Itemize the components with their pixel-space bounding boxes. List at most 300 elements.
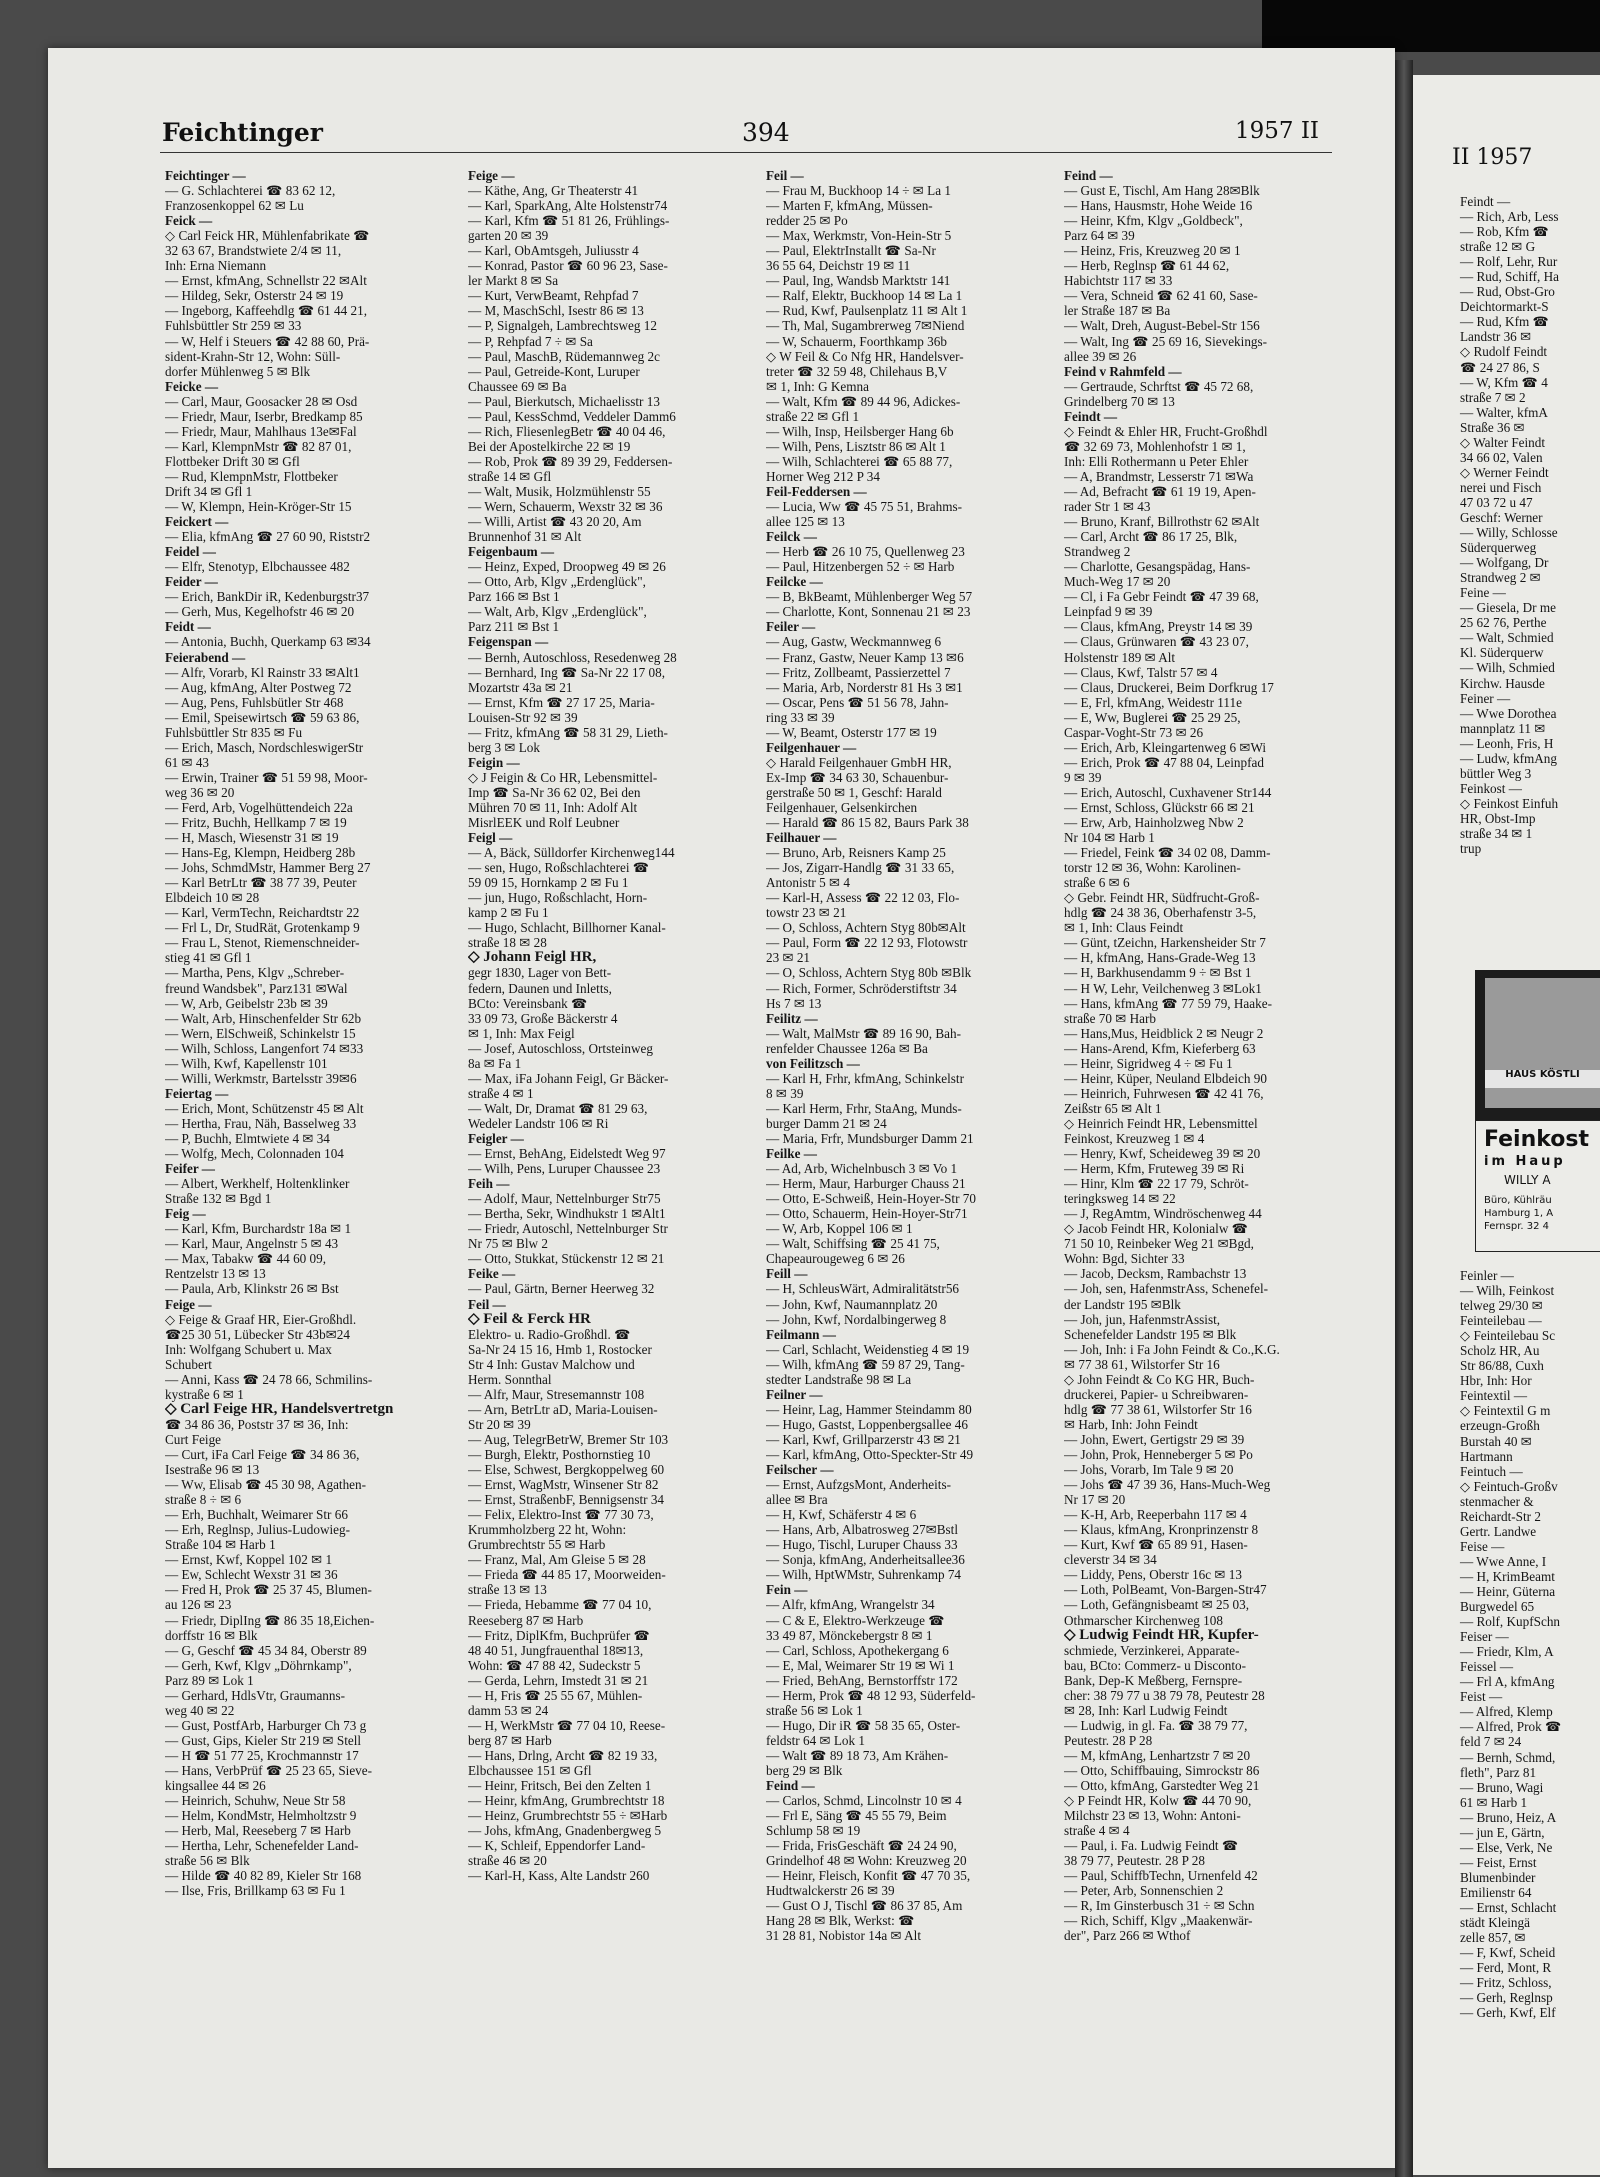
directory-entry-line: Parz 166 ✉ Bst 1 [468, 589, 560, 605]
running-head-year: 1957 II [1235, 118, 1320, 144]
directory-entry-line: 33 49 87, Mönckebergstr 8 ✉ 1 [766, 1627, 933, 1643]
directory-entry-line: — Hinr, Klm ☎ 22 17 79, Schröt- [1064, 1176, 1249, 1192]
directory-entry-line: — Claus, kfmAng, Preystr 14 ✉ 39 [1064, 619, 1253, 635]
directory-entry-line: — Carl, Schloss, Apothekergang 6 [766, 1642, 949, 1658]
directory-entry-line: — Wilh, Feinkost [1460, 1283, 1555, 1299]
directory-entry-line: straße 18 ✉ 28 [468, 935, 547, 951]
directory-entry-line: Feind — [766, 1778, 815, 1794]
directory-entry-line: — Ludw, kfmAng [1460, 750, 1557, 766]
directory-entry-line: 31 28 81, Nobistor 14a ✉ Alt [766, 1928, 922, 1944]
directory-entry-line: — Oscar, Pens ☎ 51 56 78, Jahn- [766, 694, 949, 710]
directory-entry-line: Feintuch — [1460, 1463, 1523, 1479]
directory-entry-line: straße 34 ✉ 1 [1460, 825, 1533, 841]
directory-entry-line: Fuhlsbüttler Str 259 ✉ 33 [165, 318, 302, 334]
directory-entry-line: ◇ W Feil & Co Nfg HR, Handelsver- [766, 348, 964, 364]
directory-entry-line: Hbr, Inh: Hor [1460, 1373, 1532, 1389]
directory-entry-line: Scholz HR, Au [1460, 1343, 1540, 1359]
directory-entry-line: Feigenbaum — [468, 544, 555, 560]
directory-entry-line: Bank, Dep-K Meßberg, Fernspre- [1064, 1672, 1243, 1688]
directory-entry-line: — Max, iFa Johann Feigl, Gr Bäcker- [468, 1070, 669, 1086]
directory-entry-line: Burgwedel 65 [1460, 1599, 1535, 1615]
directory-entry-line: — Jacob, Decksm, Rambachstr 13 [1064, 1266, 1247, 1282]
directory-entry-line: — Johs, kfmAng, Gnadenbergweg 5 [468, 1823, 662, 1839]
directory-entry-line: — Gertraude, Schrftst ☎ 45 72 68, [1064, 378, 1254, 394]
directory-entry-line: Feinteilebau — [1460, 1313, 1542, 1329]
directory-entry-line: Hs 7 ✉ 13 [766, 995, 822, 1011]
directory-entry-line: ☎ 32 69 73, Mohlenhofstr 1 ✉ 1, [1064, 438, 1246, 454]
directory-entry-line: — Paul, Form ☎ 22 12 93, Flotowstr [766, 935, 968, 951]
directory-entry-line: Straße 104 ✉ Harb 1 [165, 1537, 276, 1553]
directory-entry-line: Feil-Feddersen — [766, 483, 867, 499]
directory-entry-line: Habichtstr 117 ✉ 33 [1064, 273, 1173, 289]
directory-entry-line: — Alfr, kfmAng, Wrangelstr 34 [766, 1597, 935, 1613]
directory-entry-line: — Herb, Mal, Reeseberg 7 ✉ Harb [165, 1823, 351, 1839]
directory-entry-line: — Fritz, Schloss, [1460, 1975, 1552, 1991]
directory-entry-line: — Heinr, Küper, Neuland Elbdeich 90 [1064, 1070, 1267, 1086]
directory-entry-line: — Alfred, Prok ☎ [1460, 1719, 1562, 1735]
directory-entry-line: Much-Weg 17 ✉ 20 [1064, 574, 1171, 590]
directory-entry-line: — Charlotte, Kont, Sonnenau 21 ✉ 23 [766, 604, 971, 620]
directory-entry-line: — G, Geschf ☎ 45 34 84, Oberstr 89 [165, 1642, 367, 1658]
directory-entry-line: — Bertha, Sekr, Windhukstr 1 ✉Alt1 [468, 1206, 666, 1222]
directory-entry-line: — Else, Verk, Ne [1460, 1839, 1553, 1855]
directory-entry-line: 61 ✉ 43 [165, 754, 210, 770]
directory-entry-line: — Wilh, Pens, Lisztstr 86 ✉ Alt 1 [766, 438, 946, 454]
directory-entry-line: Mozartstr 43a ✉ 21 [468, 679, 573, 695]
directory-entry-line: — Joh, sen, HafenmstrAss, Schenefel- [1064, 1281, 1268, 1297]
directory-entry-line: — M, kfmAng, Lenhartzstr 7 ✉ 20 [1064, 1747, 1251, 1763]
directory-entry-line: Bei der Apostelkirche 22 ✉ 19 [468, 438, 631, 454]
directory-entry-line: ✉ 1, Inh: Claus Feindt [1064, 920, 1184, 936]
directory-entry-line: Reichardt-Str 2 [1460, 1508, 1541, 1524]
directory-entry-line: allee ✉ Bra [766, 1492, 828, 1508]
directory-entry-line: — Otto, Arb, Klgv „Erdenglück", [468, 574, 646, 590]
directory-entry-line: — Karl, VermTechn, Reichardtstr 22 [165, 905, 360, 921]
directory-entry-line: — Johs, SchmdMstr, Hammer Berg 27 [165, 860, 371, 876]
directory-entry-line: — Gust, PostfArb, Harburger Ch 73 g [165, 1717, 367, 1733]
directory-entry-line: federn, Daunen und Inletts, [468, 980, 612, 996]
running-head-name: Feichtinger [162, 118, 323, 147]
directory-entry-line: — H, Masch, Wiesenstr 31 ✉ 19 [165, 830, 339, 846]
directory-entry-line: Gertr. Landwe [1460, 1523, 1537, 1539]
directory-entry-line: cher: 38 79 77 u 38 79 78, Peutestr 28 [1064, 1687, 1265, 1703]
directory-entry-line: — Franz, Gastw, Neuer Kamp 13 ✉6 [766, 649, 964, 665]
directory-entry-line: — Hugo, Gastst, Loppenbergsallee 46 [766, 1416, 968, 1432]
directory-entry-line: — Erich, Prok ☎ 47 88 04, Leinpfad [1064, 754, 1264, 770]
directory-entry-line: ✉ 77 38 61, Wilstorfer Str 16 [1064, 1356, 1220, 1372]
directory-entry-line: — Hans, Arb, Albatrosweg 27✉Bstl [766, 1522, 959, 1538]
directory-entry-line: Fein — [766, 1582, 808, 1598]
directory-entry-line: Mühren 70 ✉ 11, Inh: Adolf Alt [468, 799, 638, 815]
directory-entry-line: Schubert [165, 1356, 212, 1372]
directory-entry-line: Feih — [468, 1176, 510, 1192]
directory-entry-line: Süderquerweg [1460, 540, 1537, 556]
directory-entry-line: — Otto, E-Schweiß, Hein-Hoyer-Str 70 [766, 1191, 976, 1207]
directory-entry-line: — Aug, Pens, Fuhlsbütler Str 468 [165, 694, 344, 710]
directory-entry-line: — sen, Hugo, Roßschlachterei ☎ [468, 860, 650, 876]
directory-column-4 [1064, 168, 1364, 1944]
directory-entry-line: Herm. Sonnthal [468, 1371, 552, 1387]
directory-entry-line: — Hans, VerbPrüf ☎ 25 23 65, Sieve- [165, 1762, 373, 1778]
directory-entry-line: — P, Rehpfad 7 ÷ ✉ Sa [468, 333, 593, 349]
directory-entry-line: straße 56 ✉ Lok 1 [766, 1702, 863, 1718]
directory-entry-line: — Harald ☎ 86 15 82, Baurs Park 38 [766, 815, 969, 831]
directory-entry-line: — Herb, Reglnsp ☎ 61 44 62, [1064, 258, 1230, 274]
directory-entry-line: — Josef, Autoschloss, Ortsteinweg [468, 1040, 653, 1056]
directory-entry-line: — Albert, Werkhelf, Holtenklinker [165, 1176, 350, 1192]
directory-entry-line: — Aug, kfmAng, Alter Postweg 72 [165, 679, 352, 695]
feinkost-owner: WILLY A [1504, 1173, 1551, 1187]
directory-entry-line: ◇ Carl Feick HR, Mühlenfabrikate ☎ [165, 228, 370, 244]
directory-entry-line: — Maria, Frfr, Mundsburger Damm 21 [766, 1131, 974, 1146]
directory-entry-line: — Paul, SchiffbTechn, Urnenfeld 42 [1064, 1868, 1258, 1884]
directory-entry-line: ◇ Rudolf Feindt [1460, 344, 1548, 360]
directory-entry-line: — Hertha, Frau, Näh, Basselweg 33 [165, 1115, 357, 1131]
directory-entry-line: mannplatz 11 ✉ [1460, 720, 1546, 736]
directory-entry-line: erzeugn-Großh [1460, 1418, 1540, 1434]
directory-entry-line: Parz 211 ✉ Bst 1 [468, 619, 560, 635]
directory-entry-line: — Karl-H, Kass, Alte Landstr 260 [468, 1868, 650, 1884]
directory-entry-line: — Ludwig, in gl. Fa. ☎ 38 79 77, [1064, 1717, 1248, 1733]
directory-entry-line: — Fritz, kfmAng ☎ 58 31 29, Lieth- [468, 724, 668, 740]
directory-entry-line: — W, Kfm ☎ 4 [1460, 374, 1548, 390]
directory-entry-line: Feilck — [766, 529, 817, 545]
directory-entry-line: renfelder Chaussee 126a ✉ Ba [766, 1040, 928, 1056]
directory-entry-line: ◇ Ludwig Feindt HR, Kupfer- [1064, 1627, 1259, 1643]
directory-entry-line: städt Kleingä [1460, 1915, 1530, 1931]
directory-entry-line: — Joh, jun, HafenmstrAssist, [1064, 1311, 1221, 1327]
feinkost-line-2: Hamburg 1, A [1484, 1208, 1554, 1219]
directory-entry-line: Feick — [165, 213, 213, 229]
directory-entry-line: — Alfr, Maur, Stresemannstr 108 [468, 1386, 645, 1402]
directory-entry-line: — Walt, Musik, Holzmühlenstr 55 [468, 483, 651, 499]
directory-entry-line: gerstraße 50 ✉ 1, Geschf: Harald [766, 784, 942, 800]
directory-entry-line: Inh: Wolfgang Schubert u. Max [165, 1341, 332, 1357]
directory-entry-line: — E, Mal, Weimarer Str 19 ✉ Wi 1 [766, 1657, 955, 1673]
directory-entry-line: — Herb ☎ 26 10 75, Quellenweg 23 [766, 544, 965, 560]
feinkost-line-1: Büro, Kühlräu [1484, 1195, 1552, 1206]
directory-entry-line: BCto: Vereinsbank ☎ [468, 995, 588, 1011]
directory-entry-line: — Herm, Kfm, Fruteweg 39 ✉ Ri [1064, 1161, 1245, 1177]
directory-entry-line: — A, Bäck, Sülldorfer Kirchenweg144 [468, 845, 675, 861]
directory-entry-line: 25 62 76, Perthe [1460, 615, 1547, 631]
directory-entry-line: — Otto, Schauerm, Hein-Hoyer-Str71 [766, 1206, 968, 1222]
directory-entry-line: — Ernst, Schlacht [1460, 1899, 1557, 1915]
right-page-column-lower [1460, 1268, 1561, 2020]
directory-entry-line: ◇ Feinkost Einfuh [1460, 795, 1559, 811]
directory-entry-line: — Carl, Archt ☎ 86 17 25, Blk, [1064, 529, 1238, 545]
directory-entry-line: — Karl, Maur, Angelnstr 5 ✉ 43 [165, 1236, 339, 1252]
directory-entry-line: — Walter, kfmA [1460, 404, 1548, 420]
directory-entry-line: — O, Schloss, Achtern Styg 80b ✉Blk [766, 965, 972, 981]
directory-entry-line: allee 125 ✉ 13 [766, 514, 845, 530]
directory-entry-line: Feiler — [766, 619, 816, 635]
directory-entry-line: — Wolfg, Mech, Colonnaden 104 [165, 1146, 344, 1162]
directory-entry-line: Caspar-Voght-Str 73 ✉ 26 [1064, 724, 1204, 740]
house-advert-image [1475, 970, 1600, 1120]
directory-entry-line: Zeißstr 65 ✉ Alt 1 [1064, 1100, 1162, 1116]
directory-entry-line: — Heinz, Fris, Kreuzweg 20 ✉ 1 [1064, 243, 1241, 259]
directory-entry-line: Geschf: Werner [1460, 509, 1543, 525]
directory-entry-line: straße 4 ✉ 4 [1064, 1823, 1130, 1839]
directory-entry-line: Feidt — [165, 619, 211, 635]
directory-entry-line: stedter Landstraße 98 ✉ La [766, 1371, 912, 1387]
directory-entry-line: feld 7 ✉ 24 [1460, 1734, 1522, 1750]
directory-entry-line: — Walt, Schiffsing ☎ 25 41 75, [766, 1236, 940, 1252]
directory-entry-line: — W, Klempn, Hein-Kröger-Str 15 [165, 499, 352, 515]
directory-entry-line: — Konrad, Pastor ☎ 60 96 23, Sase- [468, 258, 668, 274]
directory-entry-line: — Günt, tZeichn, Harkensheider Str 7 [1064, 935, 1266, 951]
directory-entry-line: teringksweg 14 ✉ 22 [1064, 1191, 1176, 1207]
directory-entry-line: ◇ John Feindt & Co KG HR, Buch- [1064, 1371, 1255, 1387]
directory-entry-line: Inh: Elli Rothermann u Peter Ehler [1064, 453, 1249, 469]
directory-entry-line: — Walt, Dr, Dramat ☎ 81 29 63, [468, 1100, 648, 1116]
directory-entry-line: — Erwin, Trainer ☎ 51 59 98, Moor- [165, 769, 368, 785]
directory-entry-line: — Ernst, WagMstr, Winsener Str 82 [468, 1477, 659, 1493]
directory-entry-line: — Hans, kfmAng ☎ 77 59 79, Haake- [1064, 995, 1272, 1011]
directory-entry-line: kingsallee 44 ✉ 26 [165, 1778, 266, 1794]
directory-entry-line: Feidel — [165, 544, 216, 560]
directory-entry-line: ◇ Feindt & Ehler HR, Frucht-Großhdl [1064, 423, 1268, 439]
directory-entry-line: — Rob, Prok ☎ 89 39 29, Feddersen- [468, 453, 673, 469]
directory-entry-line: — Martha, Pens, Klgv „Schreber- [165, 965, 345, 981]
directory-entry-line: — H, kfmAng, Hans-Grade-Weg 13 [1064, 950, 1256, 966]
directory-entry-line: — Wilh, Insp, Heilsberger Hang 6b [766, 423, 954, 439]
directory-entry-line: — Friedr, Maur, Iserbr, Bredkamp 85 [165, 408, 363, 424]
directory-entry-line: — Paul, Getreide-Kont, Luruper [468, 363, 640, 379]
directory-entry-line: — John, Kwf, Nordalbingerweg 8 [766, 1311, 947, 1327]
directory-entry-line: rader Str 1 ✉ 43 [1064, 499, 1151, 515]
directory-entry-line: — Ralf, Elektr, Buckhoop 14 ✉ La 1 [766, 288, 963, 304]
directory-entry-line: — Fritz, Zollbeamt, Passierzettel 7 [766, 664, 951, 680]
directory-entry-line: ◇ Feintuch-Großv [1460, 1478, 1558, 1494]
directory-entry-line: feldstr 64 ✉ Lok 1 [766, 1732, 865, 1748]
directory-entry-line: — W, Arb, Geibelstr 23b ✉ 39 [165, 995, 328, 1011]
directory-entry-line: Chaussee 69 ✉ Ba [468, 378, 567, 394]
directory-entry-line: Feintextil — [1460, 1388, 1528, 1404]
directory-entry-line: torstr 12 ✉ 36, Wohn: Karolinen- [1064, 860, 1241, 876]
directory-entry-line: MisrlEEK und Rolf Leubner [468, 815, 620, 831]
directory-entry-line: Schenefelder Landstr 195 ✉ Blk [1064, 1326, 1237, 1342]
directory-entry-line: ◇ Werner Feindt [1460, 464, 1549, 480]
directory-entry-line: Feind — [1064, 168, 1113, 183]
directory-entry-line: — Herm, Prok ☎ 48 12 93, Süderfeld- [766, 1687, 976, 1703]
directory-entry-line: Feichtinger — [165, 168, 246, 183]
directory-entry-line: Grumbrechtstr 55 ✉ Harb [468, 1537, 606, 1553]
directory-entry-line: — jun, Hugo, Roßschlacht, Horn- [468, 890, 648, 906]
directory-entry-line: — H W, Lehr, Veilchenweg 3 ✉Lok1 [1064, 980, 1262, 996]
directory-entry-line: Sa-Nr 24 15 16, Hmb 1, Rostocker [468, 1341, 652, 1357]
directory-entry-line: Louisen-Str 92 ✉ 39 [468, 709, 578, 725]
directory-entry-line: straße 4 ✉ 1 [468, 1085, 534, 1101]
directory-entry-line: sident-Krahn-Str 12, Wohn: Süll- [165, 348, 341, 364]
directory-entry-line: — Otto, kfmAng, Garstedter Weg 21 [1064, 1778, 1260, 1794]
directory-entry-line: berg 29 ✉ Blk [766, 1762, 843, 1778]
directory-entry-line: Wohn: Bgd, Sichter 33 [1064, 1251, 1185, 1267]
directory-entry-line: treter ☎ 32 59 48, Chilehaus B,V [766, 363, 948, 379]
directory-entry-line: — Erw, Arb, Hainholzweg Nbw 2 [1064, 815, 1244, 831]
directory-entry-line: — Friedr, DiplIng ☎ 86 35 18,Eichen- [165, 1612, 375, 1628]
directory-entry-line: Feinkost — [1460, 780, 1522, 796]
directory-entry-line: Feiser — [1460, 1629, 1509, 1645]
directory-entry-line: hdlg ☎ 77 38 61, Wilstorfer Str 16 [1064, 1401, 1252, 1417]
directory-entry-line: Kirchw. Hausde [1460, 675, 1545, 691]
directory-entry-line: — H, Barkhusendamm 9 ÷ ✉ Bst 1 [1064, 965, 1252, 981]
directory-entry-line: Milchstr 23 ✉ 13, Wohn: Antoni- [1064, 1808, 1241, 1824]
directory-entry-line: 8 ✉ 39 [766, 1085, 804, 1101]
directory-entry-line: — Aug, Gastw, Weckmannweg 6 [766, 634, 942, 650]
directory-entry-line: Feige — [165, 1296, 212, 1312]
directory-entry-line: — Karl, kfmAng, Otto-Speckter-Str 49 [766, 1446, 974, 1462]
directory-entry-line: ◇ Feinteilebau Sc [1460, 1328, 1556, 1344]
directory-entry-line: — Walt, MalMstr ☎ 89 16 90, Bah- [766, 1025, 961, 1041]
directory-entry-line: straße 56 ✉ Blk [165, 1853, 250, 1869]
directory-entry-line: Str 86/88, Cuxh [1460, 1358, 1544, 1374]
directory-entry-line: Curt Feige [165, 1431, 222, 1447]
directory-entry-line: — Bruno, Heiz, A [1460, 1809, 1557, 1825]
directory-entry-line: 23 ✉ 21 [766, 950, 811, 966]
directory-column-1 [165, 168, 455, 1898]
directory-entry-line: — Ww, Elisab ☎ 45 30 98, Agathen- [165, 1477, 367, 1493]
directory-entry-line: Feigin — [468, 754, 520, 770]
directory-entry-line: — Walt, Schmied [1460, 630, 1554, 646]
directory-entry-line: ✉ Harb, Inh: John Feindt [1064, 1416, 1198, 1432]
directory-entry-line: — Paul, MaschB, Rüdemannweg 2c [468, 348, 660, 364]
directory-entry-line: — Hugo, Tischl, Luruper Chauss 33 [766, 1537, 958, 1553]
directory-entry-line: — Bernh, Schmd, [1460, 1749, 1556, 1765]
directory-entry-line: Wedeler Landstr 106 ✉ Ri [468, 1115, 609, 1131]
directory-entry-line: — Gust E, Tischl, Am Hang 28✉Blk [1064, 183, 1260, 199]
directory-entry-line: zelle 857, ✉ [1460, 1930, 1526, 1946]
directory-entry-line: — Vera, Schneid ☎ 62 41 60, Sase- [1064, 288, 1258, 304]
directory-entry-line: — Heinr, Lag, Hammer Steindamm 80 [766, 1401, 972, 1417]
directory-entry-line: 36 55 64, Deichstr 19 ✉ 11 [766, 258, 911, 274]
directory-entry-line: — Loth, Gefängnisbeamt ✉ 25 03, [1064, 1597, 1250, 1613]
right-running-head: II 1957 [1452, 145, 1533, 170]
directory-entry-line: — Wilh, Schmied [1460, 660, 1555, 676]
book-fold [1395, 60, 1413, 2177]
directory-entry-line: 9 ✉ 39 [1064, 769, 1102, 785]
directory-entry-line: — G. Schlachterei ☎ 83 62 12, [165, 183, 336, 199]
directory-entry-line: — Wilh, HptWMstr, Suhrenkamp 74 [766, 1567, 962, 1583]
directory-entry-line: Feindt — [1460, 194, 1511, 209]
directory-entry-line: — Friedr, Maur, Mahlhaus 13e✉Fal [165, 423, 357, 439]
directory-entry-line: Emilienstr 64 [1460, 1884, 1532, 1900]
directory-entry-line: — Walt, Ing ☎ 25 69 16, Sievekings- [1064, 333, 1268, 349]
directory-entry-line: ✉ 1, Inh: Max Feigl [468, 1025, 575, 1041]
directory-entry-line: — Karl Herm, Frhr, StaAng, Munds- [766, 1100, 962, 1116]
directory-entry-line: — Ad, Arb, Wichelnbusch 3 ✉ Vo 1 [766, 1161, 958, 1177]
directory-entry-line: Feindt — [1064, 408, 1118, 424]
directory-entry-line: kamp 2 ✉ Fu 1 [468, 905, 549, 921]
directory-entry-line: — Friedel, Feink ☎ 34 02 08, Damm- [1064, 845, 1271, 861]
directory-entry-line: — Heinr, Fleisch, Konfit ☎ 47 70 35, [766, 1868, 971, 1884]
directory-entry-line: — H, SchleusWärt, Admiralitätstr56 [766, 1281, 960, 1297]
directory-entry-line: damm 53 ✉ 24 [468, 1702, 549, 1718]
directory-entry-line: — Erich, Arb, Kleingartenweg 6 ✉Wi [1064, 739, 1267, 755]
directory-entry-line: — Heinr, kfmAng, Grumbrechtstr 18 [468, 1793, 665, 1809]
directory-entry-line: 48 40 51, Jungfrauenthal 18✉13, [468, 1642, 644, 1658]
directory-entry-line: — Ernst, Schloss, Glückstr 66 ✉ 21 [1064, 799, 1255, 815]
directory-entry-line: 8a ✉ Fa 1 [468, 1055, 522, 1071]
directory-entry-line: trup [1460, 841, 1482, 857]
directory-entry-line: — Fritz, Buchh, Hellkamp 7 ✉ 19 [165, 815, 347, 831]
directory-entry-line: — Fred H, Prok ☎ 25 37 45, Blumen- [165, 1582, 372, 1598]
directory-entry-line: der Landstr 195 ✉Blk [1064, 1296, 1181, 1312]
directory-entry-line: — W, Arb, Koppel 106 ✉ 1 [766, 1221, 913, 1237]
directory-entry-line: Parz 89 ✉ Lok 1 [165, 1672, 254, 1688]
directory-entry-line: Schlump 58 ✉ 19 [766, 1823, 861, 1839]
directory-entry-line: Feicke — [165, 378, 219, 394]
feinkost-line-3: Fernspr. 32 4 [1484, 1221, 1550, 1232]
directory-entry-line: — Bruno, Arb, Reisners Kamp 25 [766, 845, 946, 861]
directory-entry-line: Isestraße 96 ✉ 13 [165, 1462, 260, 1478]
directory-entry-line: büttler Weg 3 [1460, 765, 1532, 781]
directory-entry-line: Feig — [165, 1206, 206, 1222]
directory-entry-line: — Marten F, kfmAng, Müssen- [766, 198, 933, 214]
directory-entry-line: weg 40 ✉ 22 [165, 1702, 235, 1718]
directory-entry-line: Reeseberg 87 ✉ Harb [468, 1612, 584, 1628]
directory-entry-line: — Ernst, Kfm ☎ 27 17 25, Maria- [468, 694, 655, 710]
directory-entry-line: telweg 29/30 ✉ [1460, 1298, 1543, 1314]
directory-entry-line: Feind v Rahmfeld — [1064, 363, 1182, 379]
directory-entry-line: — Willi, Werkmstr, Bartelsstr 39✉6 [165, 1070, 357, 1086]
directory-entry-line: straße 6 ✉ 6 [1064, 875, 1130, 891]
directory-entry-line: — Hans,Mus, Heidblick 2 ✉ Neugr 2 [1064, 1025, 1264, 1041]
directory-entry-line: Feilscher — [766, 1462, 834, 1478]
directory-entry-line: Strandweg 2 [1064, 544, 1131, 560]
directory-entry-line: — Gerh, Reglnsp [1460, 1990, 1553, 2006]
directory-entry-line: 33 09 73, Große Bäckerstr 4 [468, 1010, 618, 1026]
directory-entry-line: Othmarscher Kirchenweg 108 [1064, 1612, 1223, 1628]
directory-entry-line: — Friedr, Klm, A [1460, 1644, 1554, 1660]
directory-entry-line: — Sonja, kfmAng, Anderheitsallee36 [766, 1552, 965, 1568]
directory-entry-line: — Ferd, Arb, Vogelhüttendeich 22a [165, 799, 353, 815]
directory-entry-line: — John, Kwf, Naumannplatz 20 [766, 1296, 938, 1312]
directory-entry-line: ler Straße 187 ✉ Ba [1064, 303, 1171, 319]
directory-entry-line: — A, Brandmstr, Lesserstr 71 ✉Wa [1064, 468, 1254, 484]
directory-entry-line: — jun E, Gärtn, [1460, 1824, 1545, 1840]
directory-entry-line: — Carl, Schlacht, Weidenstieg 4 ✉ 19 [766, 1341, 970, 1357]
directory-entry-line: — Hans, Hausmstr, Hohe Weide 16 [1064, 198, 1253, 214]
directory-entry-line: — Rich, Arb, Less [1460, 209, 1559, 225]
directory-entry-line: — Gerhard, HdlsVtr, Graumanns- [165, 1687, 346, 1703]
directory-entry-line: — R, Im Ginsterbusch 31 ÷ ✉ Schn [1064, 1898, 1255, 1914]
directory-entry-line: — Frau M, Buckhoop 14 ÷ ✉ La 1 [766, 183, 951, 199]
directory-entry-line: — Karl-H, Assess ☎ 22 12 03, Flo- [766, 890, 960, 906]
directory-entry-line: — Johs, Vorarb, Im Tale 9 ✉ 20 [1064, 1462, 1234, 1478]
directory-entry-line: — W, Schauerm, Foorthkamp 36b [766, 333, 947, 349]
directory-entry-line: Blumenbinder [1460, 1869, 1536, 1885]
directory-entry-line: 61 ✉ Harb 1 [1460, 1794, 1528, 1810]
directory-entry-line: — Paul, ElektrInstallt ☎ Sa-Nr [766, 243, 936, 259]
directory-entry-line: — Ilse, Fris, Brillkamp 63 ✉ Fu 1 [165, 1883, 346, 1899]
directory-entry-line: — Alfr, Vorarb, Kl Rainstr 33 ✉Alt1 [165, 664, 360, 680]
directory-entry-line: Feiner — [1460, 690, 1511, 706]
directory-entry-line: ◇ Feige & Graaf HR, Eier-Großhdl. [165, 1311, 357, 1327]
directory-entry-line: — Erich, BankDir iR, Kedenburgstr37 [165, 589, 370, 605]
directory-entry-line: — Claus, Grünwaren ☎ 43 23 07, [1064, 634, 1249, 650]
directory-entry-line: Leinpfad 9 ✉ 39 [1064, 604, 1153, 620]
directory-entry-line: — Bruno, Wagi [1460, 1779, 1544, 1795]
directory-entry-line: — Erh, Buchhalt, Weimarer Str 66 [165, 1507, 348, 1523]
directory-entry-line: Parz 64 ✉ 39 [1064, 228, 1135, 244]
directory-entry-line: — Hans-Arend, Kfm, Kieferberg 63 [1064, 1040, 1256, 1056]
directory-entry-line: Nr 17 ✉ 20 [1064, 1492, 1126, 1508]
directory-entry-line: — Hugo, Dir iR ☎ 58 35 65, Oster- [766, 1717, 961, 1733]
directory-entry-line: Landstr 36 ✉ [1460, 329, 1532, 345]
directory-entry-line: — Rud, Kfm ☎ [1460, 314, 1549, 330]
